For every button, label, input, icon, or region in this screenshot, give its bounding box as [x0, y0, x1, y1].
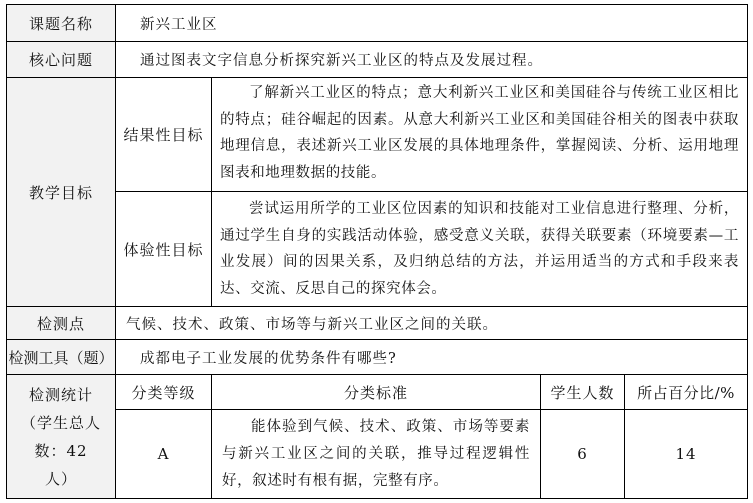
stats-row-level: A [157, 445, 170, 463]
experience-goal-label-cell [115, 191, 212, 307]
tool-value-cell [115, 339, 748, 375]
stats-header-percent: 所占百分比/% [637, 383, 735, 402]
stats-row-criteria-cell [211, 409, 541, 499]
stats-header-level: 分类等级 [131, 383, 196, 402]
experience-goal-label: 体验性目标 [123, 240, 204, 259]
stats-header-count-cell [540, 374, 625, 410]
experience-goal-text: 尝试运用所学的工业区位因素的知识和技能对工业信息进行整理、分析，通过学生自身的实践活动体验，感受意义关联，获得关联要素（环境要素—工业发展）间的因果关系，及归纳总结的方法，并运用适当的方式和手段来表达、交流、反思自己的探究体会。 [220, 201, 739, 297]
checkpoint-value: 气候、技术、政策、市场等与新兴工业区之间的关联。 [126, 316, 498, 333]
tool-value: 成都电子工业发展的优势条件有哪些? [140, 350, 397, 367]
stats-row-percent-cell [624, 409, 748, 499]
result-goal-label-cell [115, 77, 212, 192]
stats-row-count: 6 [577, 445, 588, 463]
core-value: 通过图表文字信息分析探究新兴工业区的特点及发展过程。 [140, 53, 543, 69]
core-value-cell [115, 41, 748, 78]
checkpoint-label: 检测点 [36, 314, 85, 333]
topic-value: 新兴工业区 [140, 16, 218, 33]
result-goal-label: 结果性目标 [123, 126, 204, 144]
stats-header-percent-cell [624, 374, 748, 410]
checkpoint-value-cell [115, 306, 748, 340]
stats-label: 检测统计（学生总人数：42 人） [21, 385, 102, 488]
stats-label-cell [6, 374, 116, 499]
experience-goal-text-cell [211, 191, 748, 307]
checkpoint-label-cell [6, 306, 116, 340]
topic-label: 课题名称 [28, 14, 93, 33]
goals-label: 教学目标 [28, 183, 93, 202]
stats-row-criteria: 能体验到气候、技术、政策、市场等要素与新兴工业区之间的关联，推导过程逻辑性好，叙述时有根有据，完整有序。 [222, 419, 530, 489]
core-label-cell [6, 41, 116, 78]
result-goal-text: 了解新兴工业区的特点；意大利新兴工业区和美国硅谷与传统工业区相比的特点；硅谷崛起的因素。从意大利新兴工业区和美国硅谷相关的图表中获取地理信息，表述新兴工业区发展的具体地理条件，掌握阅读、分析、运用地理图表和地理数据的技能。 [220, 85, 739, 181]
stats-header-level-cell [115, 374, 212, 410]
topic-label-cell [6, 4, 116, 42]
stats-row-level-cell [115, 409, 212, 499]
topic-value-cell [115, 4, 748, 42]
tool-label-cell [6, 339, 116, 375]
tool-label: 检测工具（题） [8, 348, 114, 367]
stats-row-count-cell [540, 409, 625, 499]
goals-label-cell [6, 77, 116, 307]
core-label: 核心问题 [28, 51, 93, 69]
stats-header-criteria: 分类标准 [343, 383, 408, 402]
result-goal-text-cell [211, 77, 748, 192]
stats-header-count: 学生人数 [550, 383, 615, 402]
stats-row-percent: 14 [675, 445, 697, 463]
stats-header-criteria-cell [211, 374, 541, 410]
